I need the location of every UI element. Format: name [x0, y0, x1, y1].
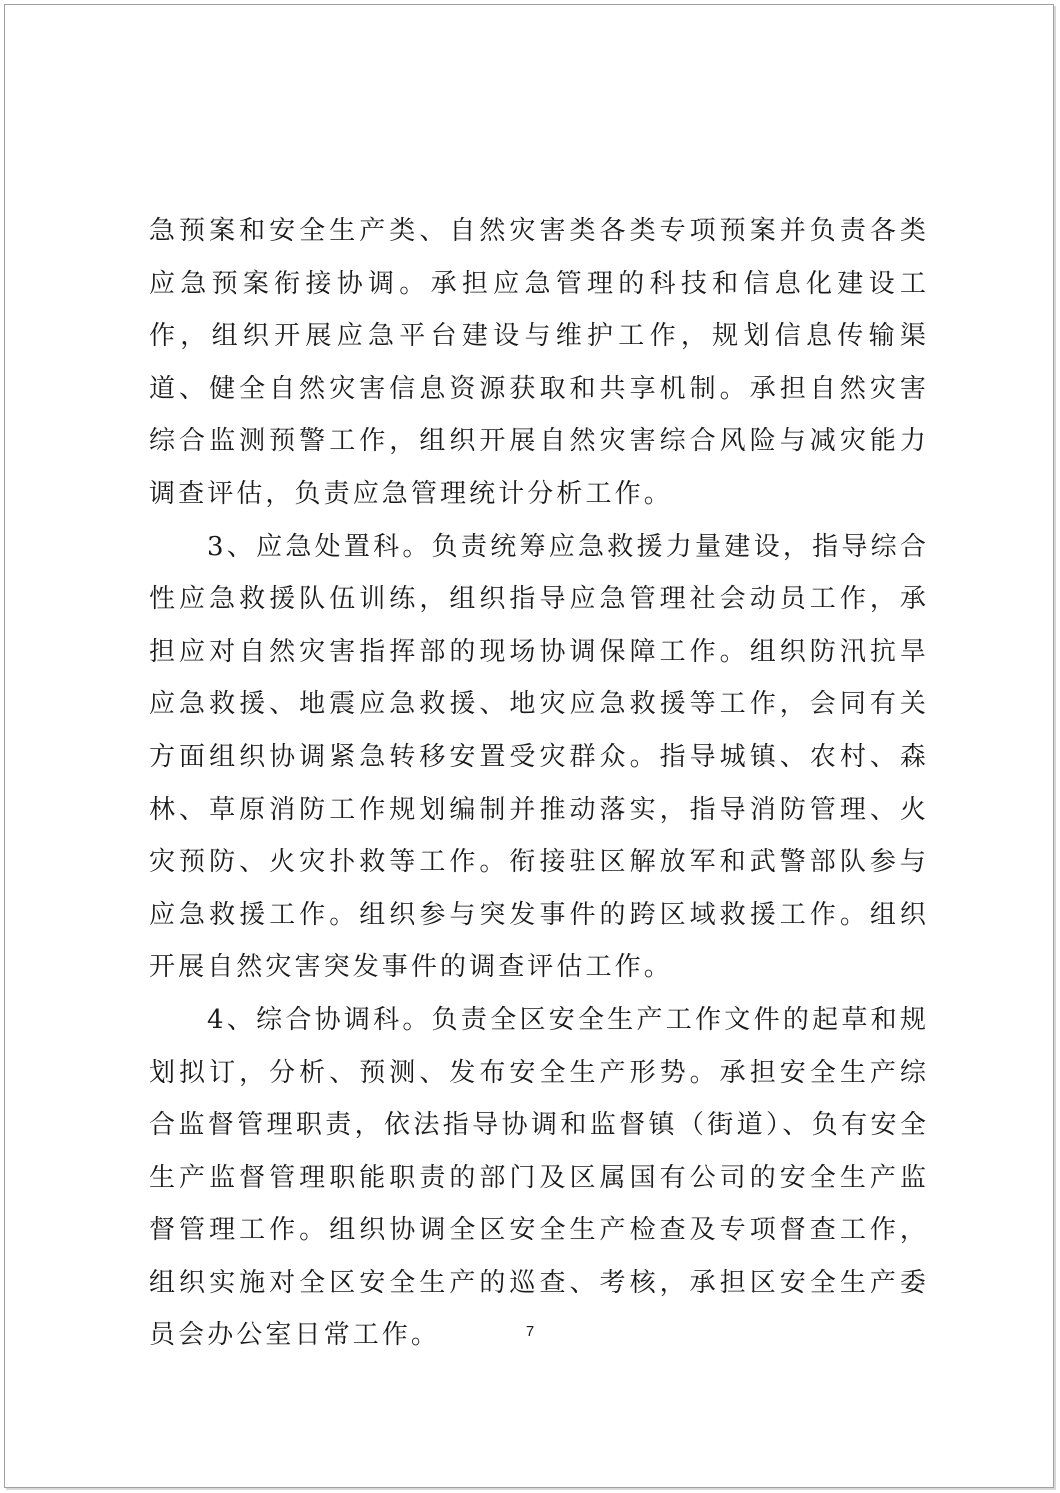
page-number: 7 — [525, 1323, 535, 1340]
paragraph-continuation: 急预案和安全生产类、自然灾害类各类专项预案并负责各类应急预案衔接协调。承担应急管理的科技和信息化建设工作，组织开展应急平台建设与维护工作，规划信息传输渠道、健全自然灾害信息资源获取和共享机制。承担自然灾害综合监测预警工作，组织开展自然灾害综合风险与减灾能力调查评估，负责应急管理统计分析工作。 — [149, 216, 929, 509]
document-page — [4, 4, 1054, 1488]
body-text — [149, 205, 929, 1362]
paragraph-coordination-section: 4、综合协调科。负责全区安全生产工作文件的起草和规划拟订，分析、预测、发布安全生产形势。承担安全生产综合监督管理职责，依法指导协调和监督镇（街道）、负有安全生产监督管理职能职责的部门及区属国有公司的安全生产监督管理工作。组织协调全区安全生产检查及专项督查工作，组织实施对全区安全生产的巡查、考核，承担区安全生产委员会办公室日常工作。 — [149, 1004, 929, 1351]
paragraph-emergency-response-section: 3、应急处置科。负责统筹应急救援力量建设，指导综合性应急救援队伍训练，组织指导应急管理社会动员工作，承担应对自然灾害指挥部的现场协调保障工作。组织防汛抗旱应急救援、地震应急救援、地灾应急救援等工作，会同有关方面组织协调紧急转移安置受灾群众。指导城镇、农村、森林、草原消防工作规划编制并推动落实，指导消防管理、火灾预防、火灾扑救等工作。衔接驻区解放军和武警部队参与应急救援工作。组织参与突发事件的跨区域救援工作。组织开展自然灾害突发事件的调查评估工作。 — [149, 531, 929, 983]
